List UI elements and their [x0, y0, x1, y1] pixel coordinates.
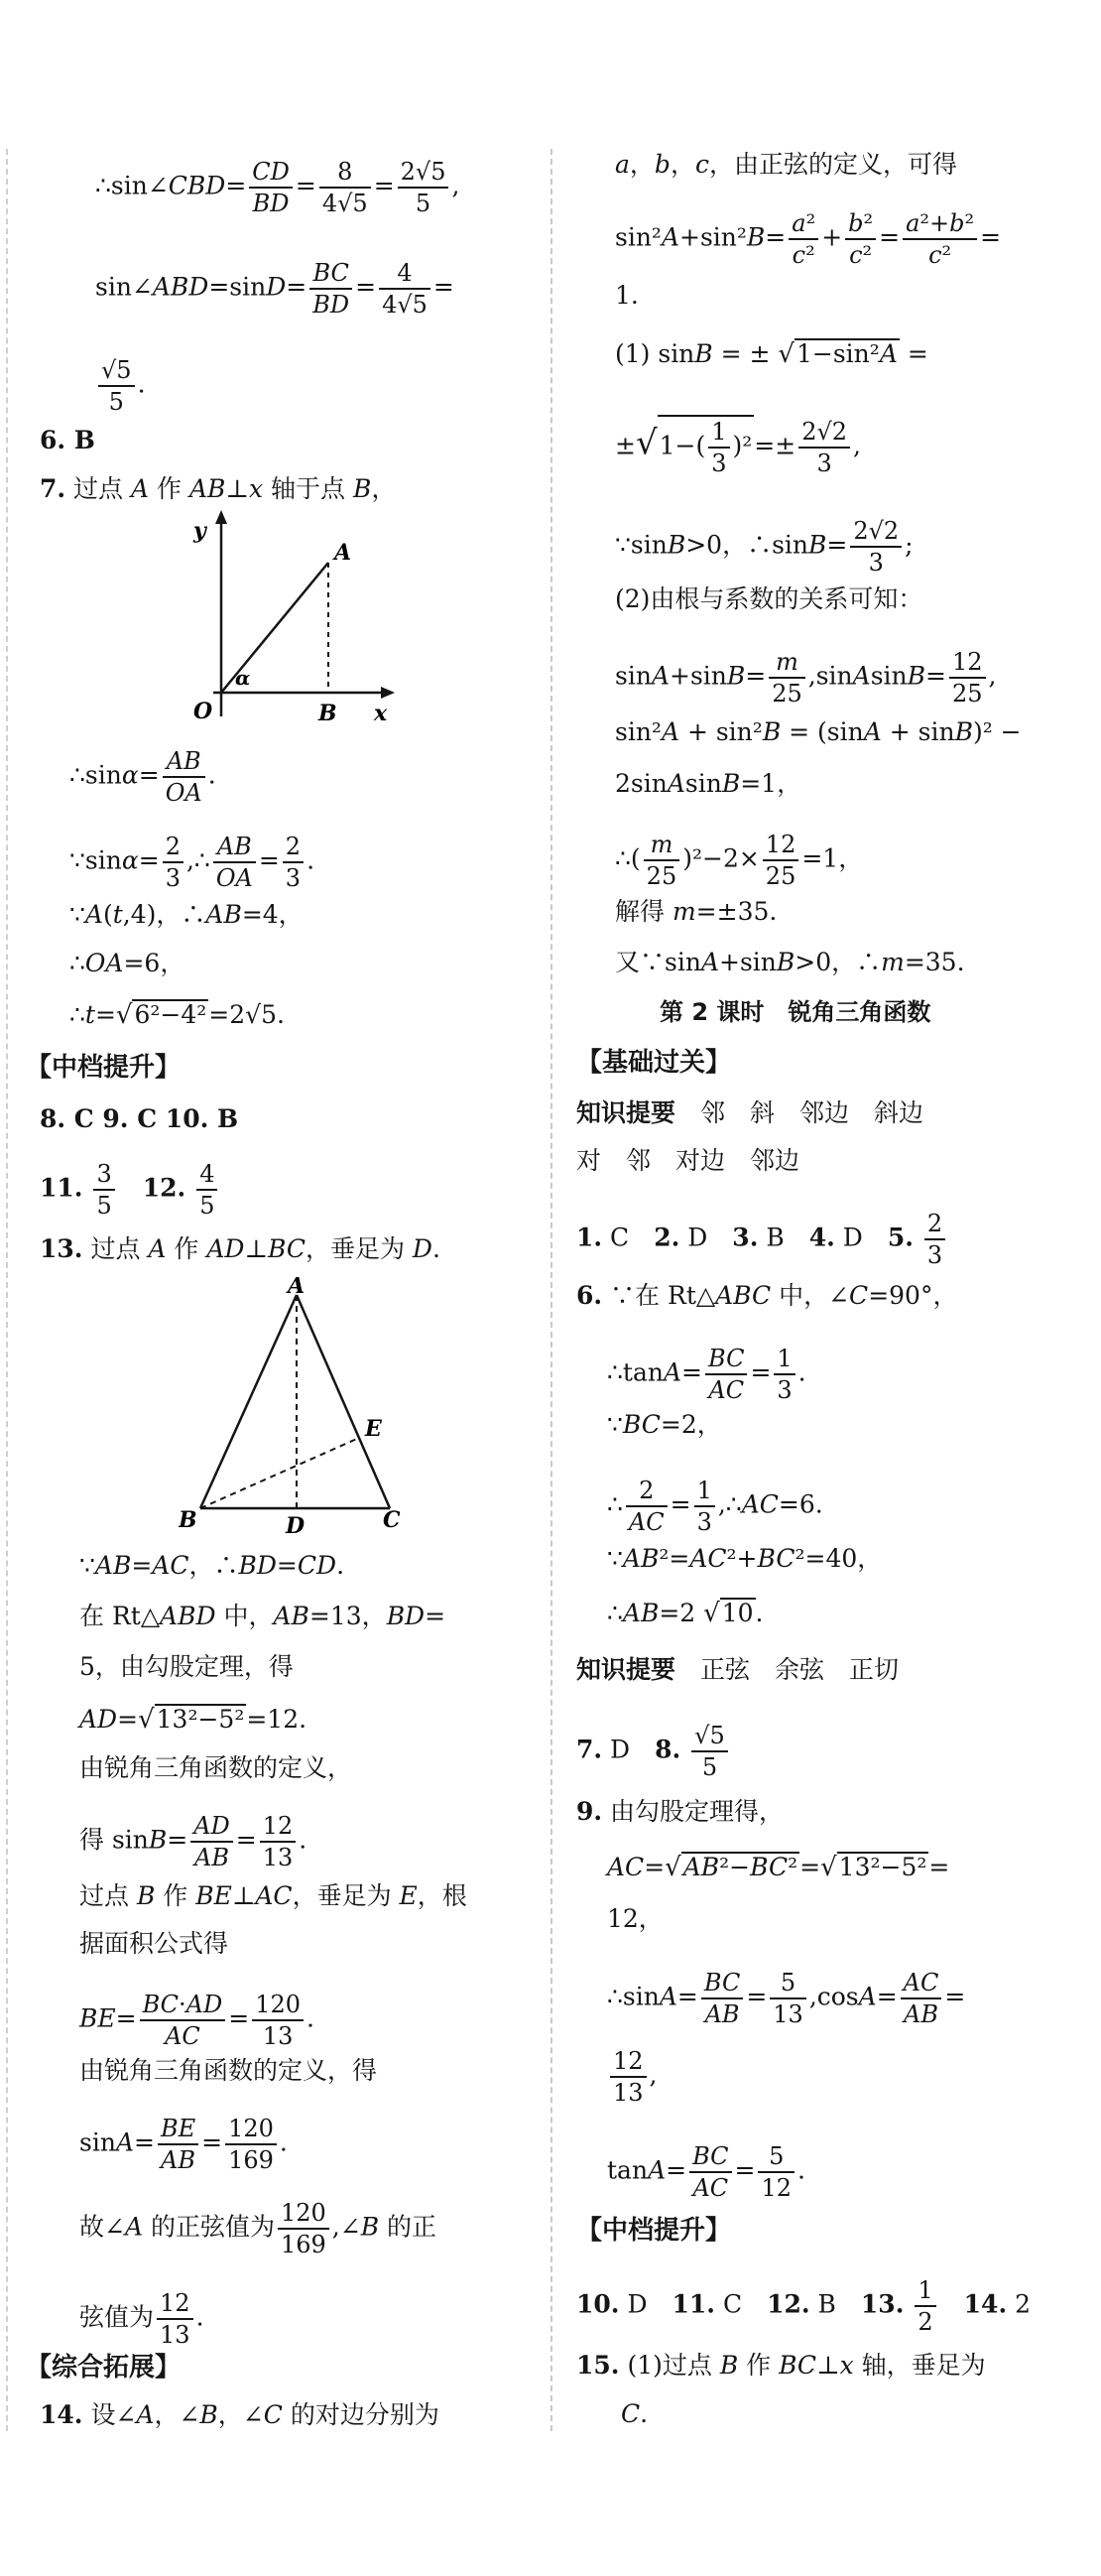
r-q9-line-c: ∴sinA= $\frac{BC}{AB}$ = $\frac{5}{13}$ ,cosA= $\frac{AC}{AB}$ = [607, 1969, 966, 2028]
eq-sin-abd: sin∠ABD=sinD= $\frac{BC}{BD}$ = $\frac{4}{4√5}$ = [95, 259, 454, 319]
eq-sin-abd-result: $\frac{√5}{5}$ . [95, 355, 146, 417]
r-q9-text: 9. 由勾股定理得， [576, 1797, 785, 1826]
q13-line-k: sinA= $\frac{BE}{AB}$ = $\frac{120}{169}$ . [79, 2115, 288, 2174]
q13-line-h: 据面积公式得 [79, 1929, 229, 1958]
r-line-9: sin²A + sin²B = (sinA + sinB)² − [615, 717, 1022, 746]
r-q9-line-b: 12， [607, 1904, 664, 1933]
r-q15-text: 15. (1)过点 B 作 BC⊥x 轴，垂足为 [576, 2351, 986, 2380]
q13-line-l: 故∠A 的正弦值为 $\frac{120}{169}$ ,∠B 的正 [79, 2199, 437, 2258]
knowledge-line-2: 对 邻 对边 邻边 [576, 1146, 800, 1175]
r-line-1: a，b，c，由正弦的定义，可得 [615, 150, 957, 179]
left-margin-dashed-line [6, 149, 8, 2431]
q8-10-answers: 8. C 9. C 10. B [40, 1104, 239, 1133]
r-q6-line-d: ∵AB²=AC²+BC²=40， [607, 1544, 883, 1573]
r-q6-line-e: ∴AB=2 √10. [607, 1599, 764, 1628]
r-q9-line-e: tanA= $\frac{BC}{AC}$ = $\frac{5}{12}$ . [607, 2142, 805, 2202]
fig13-label-a: A [288, 1277, 306, 1299]
q7-line-c: ∵A(t,4)，∴AB=4， [69, 900, 304, 929]
q13-text: 13. 过点 A 作 AD⊥BC，垂足为 D. [40, 1234, 440, 1263]
knowledge-values-2: 正弦 余弦 正切 [700, 1655, 900, 1684]
r-q9-line-d: $\frac{12}{13}$ , [607, 2046, 658, 2108]
r-line-4: (1) sinB = ± √1−sin²A = [615, 339, 928, 369]
q13-line-b: 在 Rt△ABD 中，AB=13，BD= [79, 1602, 446, 1630]
r-line-10: 2sinAsinB=1， [615, 769, 802, 798]
r-line-11: ∴( $\frac{m}{25}$ )²−2× $\frac{12}{25}$ =1， [615, 831, 864, 890]
r-line-13: 又∵sinA+sinB>0，∴m=35. [615, 948, 965, 976]
r-q6-line-b: ∵BC=2， [607, 1410, 722, 1439]
fig7-label-o: O [193, 699, 213, 724]
q14-text: 14. 设∠A，∠B，∠C 的对边分别为 [40, 2400, 439, 2429]
q13-line-e: 由锐角三角函数的定义， [79, 1753, 353, 1782]
q13-line-d: AD=√13²−5²=12. [79, 1705, 307, 1735]
knowledge-line-3 [576, 1654, 899, 1686]
q13-line-j: 由锐角三角函数的定义，得 [79, 2056, 378, 2085]
fig7-label-a: A [334, 540, 352, 566]
q13-line-i: BE= $\frac{BC\cdot AD}{AC}$ = $\frac{120}{13}$ . [79, 1991, 314, 2050]
r-q6-line-a: ∴tanA= $\frac{BC}{AC}$ = $\frac{1}{3}$ . [607, 1345, 806, 1404]
q7-line-e: ∴t=√6²−4²=2√5. [69, 1000, 285, 1030]
knowledge-label-1: 知识提要 [576, 1098, 676, 1127]
q10-14-answers: 10. D 11. C 12. B 13. $\frac{1}{2}$ 14. 2 [576, 2276, 1032, 2336]
fig13-label-d: D [286, 1513, 306, 1535]
section-header-comprehensive: 【综合拓展】 [26, 2353, 182, 2383]
column-divider [550, 149, 552, 2431]
knowledge-label-2: 知识提要 [576, 1655, 676, 1684]
figure-q7-axes [184, 508, 402, 731]
r-line-8: sinA+sinB= $\frac{m}{25}$ ,sinAsinB= $\frac{12}{25}$ , [615, 648, 997, 708]
eq-sin-cbd: ∴sin∠CBD= $\frac{CD}{BD}$ = $\frac{8}{4√5}$ = $\frac{2√5}{5}$ , [95, 158, 460, 217]
q7-text: 7. 过点 A 作 AB⊥x 轴于点 B， [40, 474, 397, 503]
r-line-6: ∵sinB>0，∴sinB= $\frac{2√2}{3}$ ; [615, 517, 914, 577]
q7-line-a: ∴sinα= $\frac{AB}{OA}$ . [69, 747, 216, 807]
q13-line-f: 得 sinB= $\frac{AD}{AB}$ = $\frac{12}{13}$ . [79, 1812, 307, 1871]
fig7-label-alpha: α [235, 666, 251, 690]
fig13-label-c: C [383, 1507, 401, 1533]
r-line-5: ±√1−( $\frac{1}{3}$ )²=± $\frac{2√2}{3}$ , [615, 415, 861, 478]
section-header-basic: 【基础过关】 [576, 1048, 732, 1078]
knowledge-values-1: 邻 斜 邻边 斜边 [700, 1098, 924, 1127]
fig13-label-e: E [365, 1416, 382, 1442]
q7-line-b: ∵sinα= $\frac{2}{3}$ ,∴ $\frac{AB}{OA}$ = $\frac{2}{3}$ . [69, 833, 315, 892]
q13-line-c: 5，由勾股定理，得 [79, 1652, 294, 1681]
q13-line-g: 过点 B 作 BE⊥AC，垂足为 E，根 [79, 1881, 467, 1910]
q7-8-answers: 7. D 8. $\frac{√5}{5}$ [576, 1721, 731, 1782]
q11-12-answers: 11. $\frac{3}{5}$ 12. $\frac{4}{5}$ [40, 1159, 220, 1221]
r-q6-text: 6. ∵在 Rt△ABC 中，∠C=90°， [576, 1281, 958, 1310]
q13-line-a: ∵AB=AC，∴BD=CD. [79, 1551, 345, 1580]
fig7-label-y: y [193, 518, 206, 544]
section-header-intermediate: 【中档提升】 [26, 1053, 182, 1083]
r-line-7: (2)由根与系数的关系可知： [615, 584, 923, 613]
fig13-label-b: B [179, 1507, 197, 1533]
q6-answer: 6. B [40, 426, 95, 454]
knowledge-line-1 [576, 1097, 923, 1129]
r-line-3: 1. [615, 281, 639, 310]
figure-q13-triangle [179, 1277, 402, 1535]
r-q9-line-a: AC=√AB²−BC²=√13²−5²= [607, 1853, 950, 1882]
r-line-2: sin²A+sin²B= $\frac{\text{a²}}{\text{c²}}$ + $\frac{\text{b²}}{\text{c²}}$ = $\frac{\text{a²+b²}}{\text{c²}}$ = [615, 209, 1002, 269]
fig7-label-x: x [374, 701, 388, 726]
section-header-intermediate-right: 【中档提升】 [576, 2216, 732, 2246]
q7-line-d: ∴OA=6， [69, 949, 185, 977]
r-line-12: 解得 m=±35. [615, 897, 778, 926]
fig7-label-b: B [318, 701, 337, 726]
r-q6-line-c: ∴ $\frac{2}{AC}$ = $\frac{1}{3}$ ,∴AC=6. [607, 1477, 823, 1536]
q1-5-answers: 1. C 2. D 3. B 4. D 5. $\frac{2}{3}$ [576, 1209, 948, 1270]
r-q15-line-a: C. [621, 2399, 649, 2428]
lesson-title: 第 2 课时 锐角三角函数 [660, 998, 931, 1026]
q13-line-m: 弦值为 $\frac{12}{13}$ . [79, 2289, 204, 2349]
